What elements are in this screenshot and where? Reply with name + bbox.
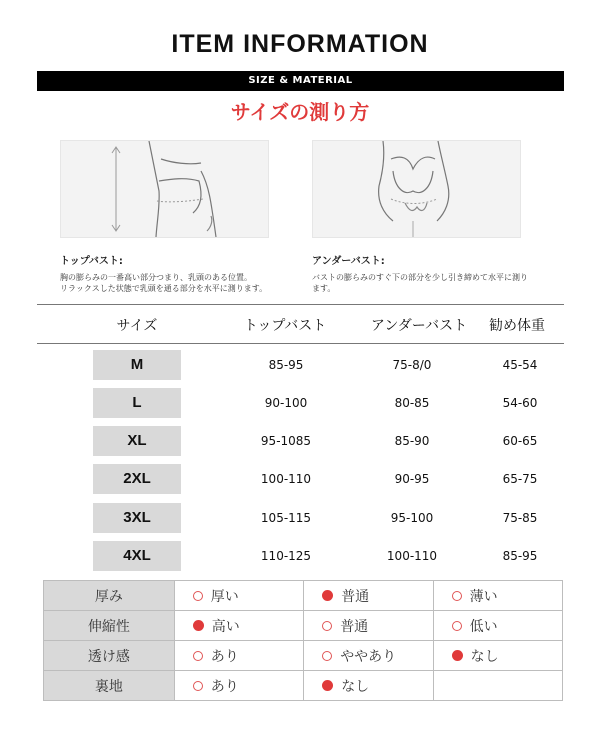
- material-label: 透け感: [44, 641, 175, 671]
- material-label: 厚み: [44, 581, 175, 611]
- weight-value: 65-75: [502, 472, 538, 486]
- circle-outline-icon: [193, 651, 203, 661]
- option-label: なし: [470, 648, 499, 665]
- option-label: 普通: [340, 618, 369, 635]
- material-option: [433, 581, 562, 611]
- top-bust-value: 90-100: [264, 396, 308, 410]
- material-option: [433, 611, 562, 641]
- under-bust-value: 100-110: [386, 549, 438, 563]
- material-table: [43, 580, 563, 701]
- material-row: [44, 581, 563, 611]
- option-label: 薄い: [469, 588, 498, 605]
- material-option: [174, 611, 303, 641]
- weight-value: 45-54: [502, 358, 538, 372]
- header-under-bust: アンダーバスト: [370, 318, 468, 334]
- size-row: [0, 426, 600, 456]
- top-bust-value: 95-1085: [260, 434, 312, 448]
- circle-outline-icon: [452, 591, 462, 601]
- option-label: あり: [210, 648, 239, 665]
- material-option: [304, 581, 433, 611]
- under-bust-value: 75-8/0: [392, 358, 432, 372]
- size-cell: XL: [93, 426, 181, 456]
- section-bar: SIZE & MATERIAL: [37, 71, 564, 91]
- filled-dot-icon: [452, 650, 463, 661]
- size-table-header: [37, 304, 564, 344]
- material-option-empty: [433, 671, 562, 701]
- option-label: ややあり: [340, 648, 397, 665]
- material-option: [174, 641, 303, 671]
- under-bust-label: アンダーバスト:: [312, 256, 385, 267]
- under-bust-illustration: [312, 140, 521, 238]
- option-label: 高い: [211, 618, 240, 635]
- size-row: [0, 464, 600, 494]
- size-row: [0, 503, 600, 533]
- top-bust-value: 100-110: [260, 472, 312, 486]
- filled-dot-icon: [193, 620, 204, 631]
- under-bust-value: 90-95: [394, 472, 430, 486]
- size-cell: 3XL: [93, 503, 181, 533]
- weight-value: 85-95: [502, 549, 538, 563]
- material-option: [304, 641, 433, 671]
- under-bust-value: 85-90: [394, 434, 430, 448]
- material-option: [174, 581, 303, 611]
- header-top-bust: トップバスト: [243, 318, 327, 334]
- weight-value: 75-85: [502, 511, 538, 525]
- option-label: 厚い: [210, 588, 239, 605]
- size-cell: L: [93, 388, 181, 418]
- material-option: [304, 671, 433, 701]
- size-cell: 2XL: [93, 464, 181, 494]
- top-bust-desc-1: 胸の膨らみの一番高い部分つまり、乳頭のある位置。: [60, 273, 252, 282]
- material-option: [304, 611, 433, 641]
- top-bust-desc-2: リラックスした状態で乳頭を通る部分を水平に測ります。: [60, 284, 268, 293]
- top-bust-label: トップバスト:: [60, 256, 123, 267]
- circle-outline-icon: [193, 681, 203, 691]
- size-row: [0, 350, 600, 380]
- option-label: 普通: [341, 588, 370, 605]
- material-option: [174, 671, 303, 701]
- weight-value: 60-65: [502, 434, 538, 448]
- material-option: [433, 641, 562, 671]
- material-row: [44, 641, 563, 671]
- material-row: [44, 671, 563, 701]
- top-bust-value: 105-115: [260, 511, 312, 525]
- option-label: 低い: [469, 618, 498, 635]
- filled-dot-icon: [322, 680, 333, 691]
- under-bust-desc-1: バストの膨らみのすぐ下の部分を少し引き締めて水平に測り: [312, 273, 528, 282]
- material-label: 裏地: [44, 671, 175, 701]
- circle-outline-icon: [322, 651, 332, 661]
- weight-value: 54-60: [502, 396, 538, 410]
- filled-dot-icon: [322, 590, 333, 601]
- circle-outline-icon: [452, 621, 462, 631]
- under-bust-value: 95-100: [390, 511, 434, 525]
- size-row: [0, 541, 600, 571]
- header-size: サイズ: [116, 318, 158, 334]
- option-label: なし: [341, 678, 370, 695]
- page-title: ITEM INFORMATION: [171, 30, 429, 58]
- top-bust-illustration: [60, 140, 269, 238]
- circle-outline-icon: [322, 621, 332, 631]
- top-bust-value: 85-95: [268, 358, 304, 372]
- size-cell: M: [93, 350, 181, 380]
- size-row: [0, 388, 600, 418]
- howto-heading: サイズの測り方: [230, 100, 370, 124]
- material-row: [44, 611, 563, 641]
- top-bust-value: 110-125: [260, 549, 312, 563]
- material-label: 伸縮性: [44, 611, 175, 641]
- size-cell: 4XL: [93, 541, 181, 571]
- header-weight: 勧め体重: [489, 318, 545, 334]
- under-bust-value: 80-85: [394, 396, 430, 410]
- circle-outline-icon: [193, 591, 203, 601]
- option-label: あり: [210, 678, 239, 695]
- under-bust-desc-2: ます。: [312, 284, 336, 293]
